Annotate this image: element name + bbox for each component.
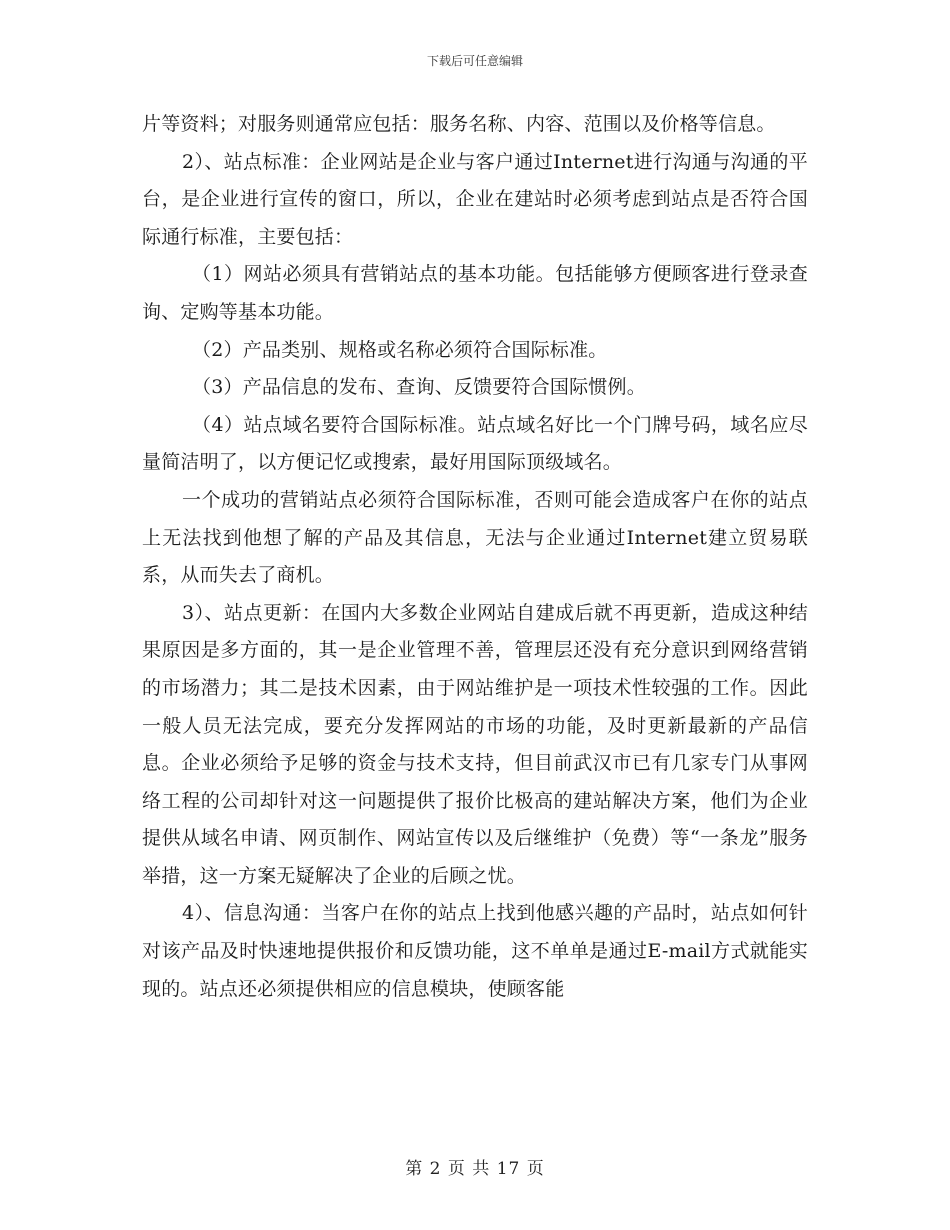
page-footer: 第 2 页 共 17 页 <box>405 1159 545 1179</box>
paragraph: 2）、站点标准：企业网站是企业与客户通过Internet进行沟通与沟通的平台，是企业进行宣传的窗口，所以，企业在建站时必须考虑到站点是否符合国际通行标准，主要包括： <box>142 150 808 248</box>
list-item: （2）产品类别、规格或名称必须符合国际标准。 <box>192 338 608 361</box>
paragraph: 一个成功的营销站点必须符合国际标准，否则可能会造成客户在你的站点上无法找到他想了解的产品及其信息，无法与企业通过Internet建立贸易联系，从而失去了商机。 <box>142 488 808 587</box>
paragraph: 片等资料；对服务则通常应包括：服务名称、内容、范围以及价格等信息。 <box>142 113 776 135</box>
page-header: 下载后可任意编辑 <box>426 54 523 68</box>
list-item: （4）站点域名要符合国际标准。站点域名好比一个门牌号码，域名应尽量简洁明了，以方便记忆或搜索，最好用国际顶级域名。 <box>142 413 808 474</box>
document-body <box>142 106 808 1008</box>
paragraph: 3）、站点更新：在国内大多数企业网站自建成后就不再更新，造成这种结果原因是多方面的，其一是企业管理不善，管理层还没有充分意识到网络营销的市场潜力；其二是技术因素，由于网站维护是一项技术性较强的工作。因此一般人员无法完成，要充分发挥网站的市场的功能，及时更新最新的产品信息。企业必须给予足够的资金与技术支持，但目前武汉市已有几家专门从事网络工程的公司却针对这一问题提供了报价比极高的建站解决方案，他们为企业提供从域名申请、网页制作、网站宣传以及后继维护（免费）等“一条龙”服务举措，这一方案无疑解决了企业的后顾之忧。 <box>142 601 808 887</box>
list-item: （3）产品信息的发布、查询、反馈要符合国际惯例。 <box>192 376 646 399</box>
paragraph: 4）、信息沟通：当客户在你的站点上找到他感兴趣的产品时，站点如何针对该产品及时快速地提供报价和反馈功能，这不单单是通过E-mail方式就能实现的。站点还必须提供相应的信息模块，使顾客能 <box>142 902 808 1000</box>
list-item: （1）网站必须具有营销站点的基本功能。包括能够方便顾客进行登录查询、定购等基本功能。 <box>142 263 808 323</box>
